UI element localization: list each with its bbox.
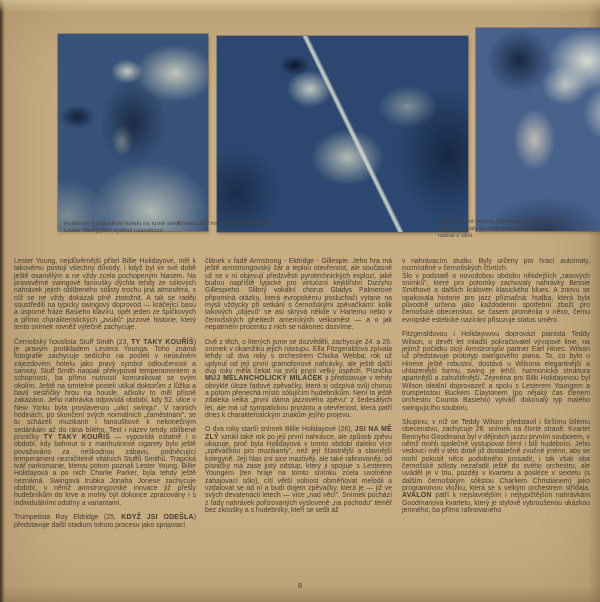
photo-stuff-smith-violin [217,36,468,232]
page-number: 8 [297,581,303,590]
text-column-1 [14,258,196,536]
col2-paragraph-ella-fitzgerald: Dvě z těch, o kterých jsme se dozvěděli, zachycuje 24. a 26. snímek v okamžiku jejich nástupu. Ella Fitzgeraldová zpívala tehdy už dva roky s orchestrem Chicka Webba; rok už uplynul od její první gramofonové nahrávky, ale ještě další dva roky měla čekat na svůj první velký úspěch. Písnička MŮJ MELANCHOLICKÝ MILÁČEK ji představuje v tehdy obvyklé úloze řadové zpěvačky, která si odzpívá svůj chorus a potom přenechá místo sólujícím hudebníkům. Není to ještě zdaleka velká „první dáma jazzového zpěvu“ z šedesátých let, ale má už sympatickou prostotu a otevřenost, která patří dnes k charakteristickým znakům jejího projevu. [205,338,392,419]
col1-paragraph-roy-eldridge: Trumpetista Roy Eldridge (25, KDYŽ JSI ODEŠLA) představuje další stadium tohoto procesu jako spojovací [14,514,196,529]
caption-billie-holiday: Květiny, které zdobily Billii Holidayovou už jako dívku, skrývaly až příliš často něco jiného než radost z vůní. [438,219,563,240]
col3-paragraph-race-records: Šlo v podstatě o novodobou obdobu někdejších „rasových snímků“, které pro potomky zachovaly nahrávky Bessie Smithové a dalších královen klasického blues. A znovu se opakovala historie pro jazz příznačná: hudba, která byla původně určena jako každodenní spotřební zboží pro černošské obecenstvo, se časem proměnila v něco, čemu evropské estetické nazírání přisuzuje status umění. [402,272,590,324]
col3-paragraph-studio: v nahrávacím studiu. Byly určeny pro hrací automaty, rozmístěné v černošských čtvrtích. [402,258,590,273]
text-column-2 [205,258,392,522]
caption-stuff-smith: Elektrizující housličky Stuffa Smitha. [178,221,275,227]
col1-paragraph-stuff-smith: Černošský houslista Stuff Smith (23, TY TAKY KOUŘÍŠ) je pravým protikladem Lestera Younga. Toho známá fotografie zachycuje sedícího na posteli v neútulném zájezdovém hotelu jako pravý symbol odloučenosti a samoty. Stuff Smith naopak překypoval temperamentem a schopností, ba přímo nutností komunikovat se svým okolím. Ještě na smrtelné posteli utíkal doktorům z lůžka a bavil sestřičky hrou na housle, ačkoliv to měl přísně zakázáno. Jeho nahrávka odpovídá období, kdy 52. ulice v New Yorku byla proslavenou „ulicí swingu“. V ranních hodinách, po skončení svých normálních „zaměstnání“, se tu scházeli muzikanti i fanouškové k nekonečným sedánkám až do rána bílého. Text i název tehdy oblíbené písničky TY TAKY KOUŘÍŠ — vypovídá ostatně i o období, kdy bafnout si z marihuánové cigarety bylo ještě považováno za neškodnou zábavu, podněcující temperament nezničitelně vitálních Stuffů Smithů. Tragická tvář narkomanie, kterou potom poznali Lester Young, Billie Holidayová a po nich Charlie Parker, byla tehdy ještě neznámá. Swingová trubka Jonaha Jonese zachycuje období, v němž armstrongovské inovace již přešly hudebníkům do krve a mohly být dokonce zpracovány i s individuálními odstíny a variantami. [14,338,196,507]
col3-paragraph-goodman-quartet: Skupinu, v níž se Teddy Wilson představil i širšímu bílému obecenstvu, zachycuje 28. snímek na čtvrté straně. Kvartet Bennyho Goodmana byl v dějinách jazzu prvním souborem, v němž mohli společně vystupovat černí i bílí hudebníci. Jeho vedoucí měl v této době již dostatečně zvučné jméno, aby se mohl pokusit něco podobného prosadit; i tak však oba černošské sólisty nezařadil ještě do svého orchestru, ale uváděl je v triu, později v kvartetu a posléze v sextetu (s dalším černošským sólistou Charliem Christianem) jako programovou vložku, která se s velkým orchestrem střídala. AVALON patří k nejslavnějším i nejtypičtějším nahrávkám Goodmanova kvartetu, který je stylově vybroušenou ukázkou jemného, ba přímo rafinovaného [402,419,590,515]
col2-paragraph-billie-holiday: O dva roky starší snímek Billie Holidayové (26), JSI NA MĚ ZLÝ vznikl také rok po její první nahrávce, ale způsob zpěvu ukazuje, proč byla Holidayová v tomto období daleko více „zpěvačkou pro muzikanty“, než její šťastnější a slavnější kolegyně. Její hlas zní sice mazlivěji, ale také rafinovaněji; od písničky má zase jistý odstup, který ji spojuje s Lesterem Youngem (ten hraje na tomto snímku zcela uvolněné zahajovací sólo), cítí větší volnost obměňovat melodii a vzdalovat se od ní a budí dojem zpěvačky, která je — již ve svých devatenácti letech — více „nad věcí“. Snímek pochází z řady nahrávek pořizovaných vysloveně „na pochodu“ téměř bez zkoušky a s hudebníky, kteří se sešli až [205,426,392,515]
photo-lester-young-hotel [58,34,208,231]
caption-lester-young: Hudebník v zájezdním hotelu na turné aneb: Lester Young jako symbol osamělosti. [64,221,182,235]
col2-paragraph-eldridge-gillespie: článek v řadě Armstrong - Eldridge - Gillespie. Jeho hra má ještě armstrongovský žár a teplou otevřenost, ale současně už se v ní objevují předzvěsti pyrotechnických explozí, jaké budou napříště typické pro virtuózní kejklířství Dizzyho Gillespieho. Slibný vokální chorus Gladys Palmerové připomíná otázku, která evropskému posluchači vytane na mysli vždycky při setkání s černošskými zpěvačkami: kolik takových „objevů“ se asi skrývá někde v Harlemu nebo v černošských ghettech amerických velkoměst — a o jak nepatrném procentu z nich se nakonec dozvíme. [205,258,392,331]
text-column-3 [402,258,590,522]
photo-billie-holiday-flowers [476,28,600,231]
col1-paragraph-lester-young: Lester Young, nejdůvěrnější přítel Billie Holidayové, měl k takovému postoji všechny důvody, i když byl ve své době ještě osamělým a ne vždy zcela pochopeným hlasem. Na pravověrné swingové fanoušky dýchla tehdy ze sólových nahrávek jejich oblíbeného sólisty trochu jiná atmosféra, s níž se ne vždy dokázali plně ztotožnit. A tak se raději soustředili na typicky swingový doprovod — kráčející basu a úsporné fráze Basieho klavíru, opět jeden ze špičkových a přímo charakteristických „zvuků“ jazzové historie, který tento snímek rovněž výtečně zachycuje. [14,258,196,331]
col3-paragraph-teddy-wilson: Fitzgeraldovou i Holidayovou doprovází pianista Teddy Wilson, o devět let mladší pokračovatel vývojové linie, na jejímž počátku stojí Armstrongův partner Earl Hines. Wilson už představuje prototyp swingového piana. To, co bylo u Hinese ještě robustní, dostává u Wilsona elegantnější a uhlazenější formu, swing je lehčí, harmonická struktura apartnější a zahuštěnější. Zejména pro Billii Holidayovou byl Wilson ideální doprovazeč a spolu s Lesterem Youngem a trumpetistou Buckem Claytonem (po nějaký čas členem orchestru Counta Basieho) vytváří dokonalý typ malého swingujícího souboru. [402,331,590,412]
